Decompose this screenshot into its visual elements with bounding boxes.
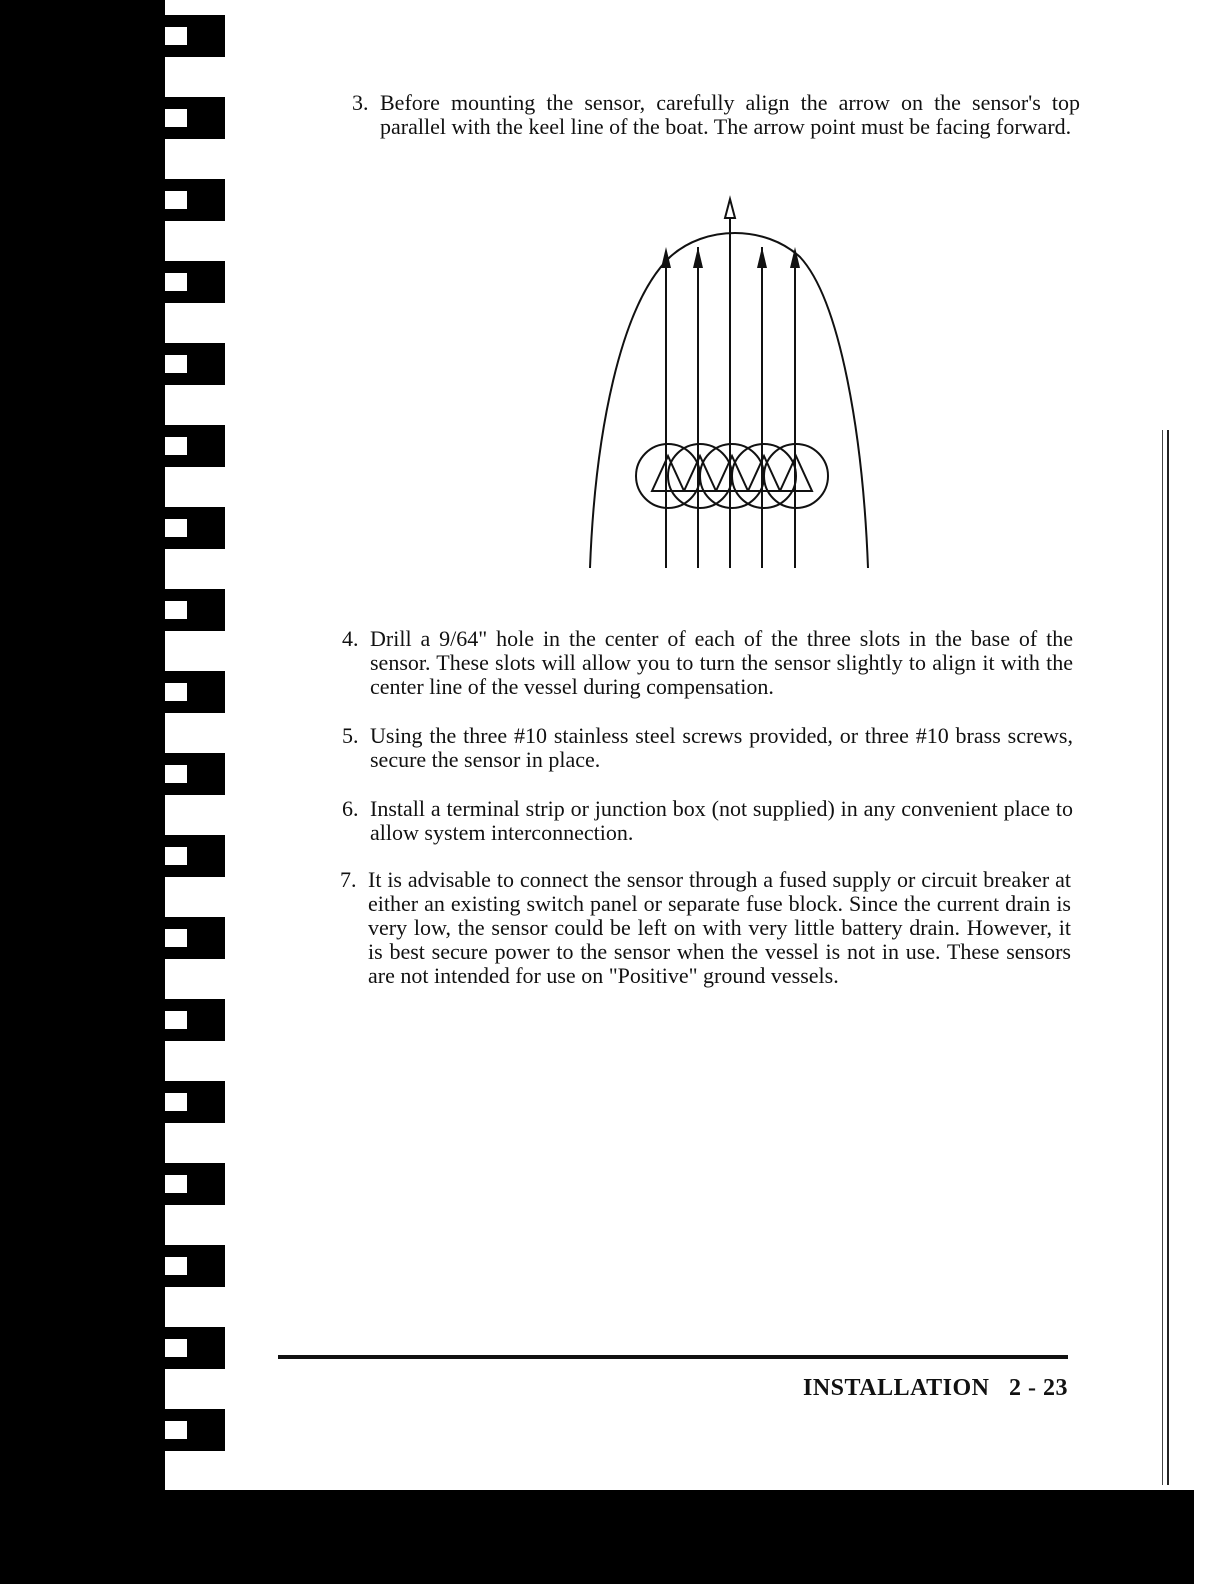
step-text: Using the three #10 stainless steel screws provided, or three #10 brass screws, secure the sensor in place. (370, 723, 1073, 772)
binding-hole (165, 917, 225, 959)
step-number: 7. (340, 867, 357, 892)
step-5 (342, 723, 1073, 772)
binding-hole (165, 179, 225, 221)
footer-rule (278, 1355, 1068, 1359)
binding-hole (165, 671, 225, 713)
scan-shadow-bottom (0, 1490, 1194, 1584)
binding-hole (165, 753, 225, 795)
step-text: Install a terminal strip or junction box (not supplied) in any convenient place to allow system interconnection. (370, 796, 1073, 845)
binding-hole (165, 507, 225, 549)
page-edge (1162, 430, 1169, 1485)
step-7 (340, 867, 1071, 988)
step-text: It is advisable to connect the sensor through a fused supply or circuit breaker at either an existing switch panel or separate fuse block. Since the current drain is very low, the sensor could be left on with very little battery drain. However, it is best secure power to the sensor when the vessel is not in use. These sensors are not intended for use on "Positive" ground vessels. (368, 867, 1071, 988)
arrow-head-open-icon (725, 199, 735, 218)
binding-hole (165, 15, 225, 57)
sensor-alignment-diagram (575, 185, 895, 580)
binding-hole (165, 425, 225, 467)
binding-hole (165, 343, 225, 385)
step-number: 3. (352, 90, 369, 115)
binding-hole (165, 1409, 225, 1451)
step-text: Before mounting the sensor, carefully align the arrow on the sensor's top parallel with the keel line of the boat. The arrow point must be facing forward. (380, 90, 1080, 139)
footer-section: INSTALLATION (803, 1375, 990, 1401)
binding-hole (165, 1245, 225, 1287)
step-number: 4. (342, 626, 359, 651)
step-number: 6. (342, 796, 359, 821)
binding-hole (165, 261, 225, 303)
step-text: Drill a 9/64" hole in the center of each of the three slots in the base of the sensor. These slots will allow you to turn the sensor slightly to align it with the center line of the vessel during compensation. (370, 626, 1073, 699)
step-4 (342, 626, 1073, 699)
step-6 (342, 796, 1073, 845)
arrow-head-icon (693, 247, 703, 268)
binding-hole (165, 97, 225, 139)
step-number: 5. (342, 723, 359, 748)
binding-hole (165, 589, 225, 631)
page-footer (700, 1375, 1068, 1402)
binding-hole (165, 835, 225, 877)
arrow-head-icon (757, 247, 767, 268)
spiral-binding (0, 0, 165, 1500)
binding-hole (165, 1163, 225, 1205)
step-3 (352, 90, 1080, 139)
binding-hole (165, 1081, 225, 1123)
binding-hole (165, 999, 225, 1041)
binding-hole (165, 1327, 225, 1369)
footer-page-number: 2 - 23 (1009, 1375, 1068, 1401)
